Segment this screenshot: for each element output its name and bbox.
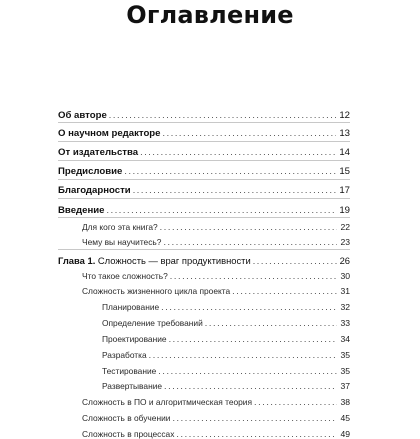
dot-leader (163, 237, 337, 247)
toc-subsection[interactable] (58, 222, 350, 232)
dot-leader (158, 366, 337, 376)
chapter-title: Сложность — враг продуктивности (97, 255, 251, 266)
toc-subsection[interactable] (58, 271, 350, 281)
dot-leader (161, 302, 337, 312)
toc-page-number: 13 (339, 128, 350, 139)
toc-entry-title: Предисловие (58, 166, 123, 177)
toc-subsection[interactable] (58, 397, 350, 407)
dot-leader (254, 397, 337, 407)
toc-page-number: 19 (339, 205, 350, 216)
toc-entry-title: От издательства (58, 147, 139, 158)
toc-subsection[interactable] (58, 302, 350, 312)
dot-leader (253, 256, 337, 266)
toc-subsection[interactable] (58, 350, 350, 360)
toc-section[interactable] (58, 128, 350, 139)
dot-leader (149, 350, 337, 360)
toc-subsection[interactable] (58, 334, 350, 344)
dot-leader (176, 429, 337, 439)
toc-entry-title: О научном редакторе (58, 128, 161, 139)
toc-entry-title: Об авторе (58, 110, 107, 121)
separator-rule (58, 179, 350, 180)
page-title: Оглавление (126, 1, 294, 29)
toc-entry-title: Чему вы научитесь? (82, 237, 162, 247)
toc-page-number: 45 (340, 413, 350, 423)
toc-page-number: 35 (340, 366, 350, 376)
separator-rule (58, 198, 350, 199)
toc-subsection[interactable] (58, 429, 350, 439)
dot-leader (170, 271, 337, 281)
toc-entry-title: Сложность в обучении (82, 413, 171, 423)
dot-leader (160, 222, 337, 232)
toc-section[interactable] (58, 205, 350, 216)
toc-page-number: 22 (340, 222, 350, 232)
toc-page-number: 14 (339, 147, 350, 158)
toc-entry-title: Что такое сложность? (82, 271, 168, 281)
toc-page-number: 15 (339, 166, 350, 177)
dot-leader (124, 166, 336, 176)
separator-rule (58, 141, 350, 142)
toc-page-number: 32 (340, 302, 350, 312)
dot-leader (164, 381, 337, 391)
dot-leader (107, 205, 337, 215)
toc-section[interactable] (58, 147, 350, 158)
toc-entry-title: Тестирование (102, 366, 157, 376)
dot-leader (140, 147, 336, 157)
toc-subsection[interactable] (58, 318, 350, 328)
toc-page-number: 17 (339, 185, 350, 196)
toc-section[interactable] (58, 185, 350, 196)
toc-entry-title: Сложность в процессах (82, 429, 175, 439)
toc-section[interactable] (58, 166, 350, 177)
dot-leader (172, 413, 337, 423)
toc-entry-title: Разработка (102, 350, 147, 360)
toc-section[interactable] (58, 110, 350, 121)
toc-subsection[interactable] (58, 366, 350, 376)
toc-entry-title: Сложность в ПО и алгоритмическая теория (82, 397, 253, 407)
toc-page-number: 33 (340, 318, 350, 328)
toc-page-number: 23 (340, 237, 350, 247)
toc-entry-title: Развертывание (102, 381, 163, 391)
toc-entry-title: Сложность жизненного цикла проекта (82, 286, 231, 296)
toc-chapter[interactable] (58, 255, 350, 266)
toc-entry-title: Планирование (102, 302, 160, 312)
separator-rule (58, 160, 350, 161)
toc-entry-title: Проектирование (102, 334, 167, 344)
separator-rule (58, 217, 350, 218)
toc-subsection[interactable] (58, 286, 350, 296)
toc-page-number: 38 (340, 397, 350, 407)
toc-entry-title: Введение (58, 205, 105, 216)
separator-rule (58, 249, 350, 250)
dot-leader (169, 334, 337, 344)
toc-page-number: 26 (339, 255, 350, 266)
toc-entry-title: Благодарности (58, 185, 131, 196)
toc-subsection[interactable] (58, 413, 350, 423)
toc-page-number: 34 (340, 334, 350, 344)
dot-leader (133, 185, 337, 195)
toc-subsection[interactable] (58, 237, 350, 247)
toc-page-number: 12 (339, 110, 350, 121)
separator-rule (58, 122, 350, 123)
toc-entry-title (58, 255, 253, 266)
toc-page-number: 30 (340, 271, 350, 281)
toc-page-number: 37 (340, 381, 350, 391)
toc-entry-title: Для кого эта книга? (82, 222, 158, 232)
toc-entry-title: Определение требований (102, 318, 203, 328)
toc-page-number: 35 (340, 350, 350, 360)
toc-page-number: 31 (340, 286, 350, 296)
toc-page-number: 49 (340, 429, 350, 439)
toc-subsection[interactable] (58, 381, 350, 391)
chapter-label: Глава 1. (58, 255, 96, 266)
dot-leader (163, 128, 337, 138)
dot-leader (205, 318, 337, 328)
dot-leader (232, 286, 337, 296)
dot-leader (109, 110, 337, 120)
